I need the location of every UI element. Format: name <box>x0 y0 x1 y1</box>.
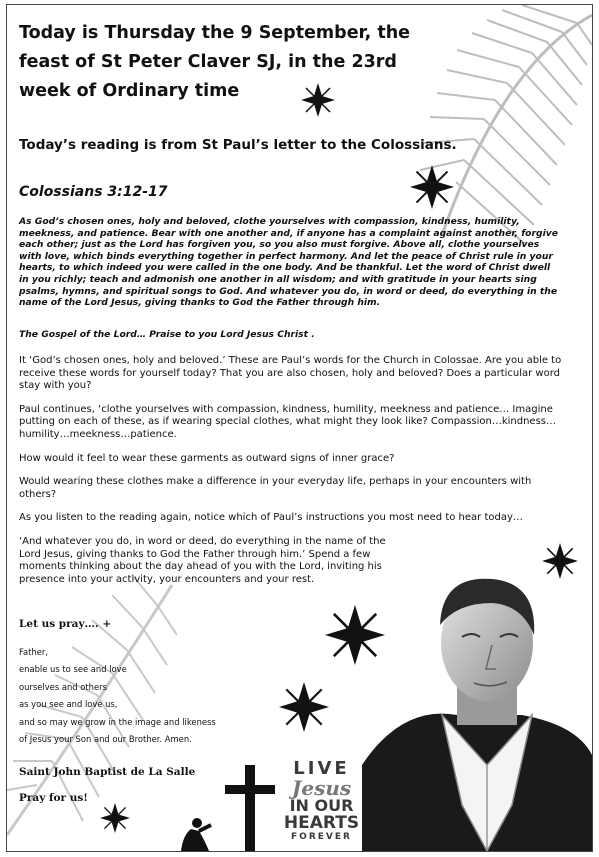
poster-line: FOREVER <box>291 832 352 842</box>
poster-line: HEARTS <box>283 813 360 833</box>
reflection-paragraph: It ‘God’s chosen ones, holy and beloved.’ These are Paul’s words for the Church in Colossae. Are you able to receive these words for yourself today? That you are also chosen, holy and beloved? Does a particular word stay with you? <box>19 355 562 392</box>
nautical-star-icon <box>279 682 329 732</box>
prayer-line: and so may we grow in the image and likeness <box>19 716 216 727</box>
prayer-heading: Let us pray…. + <box>19 618 112 630</box>
nautical-star-icon <box>325 605 385 665</box>
kneeling-figure-icon <box>169 817 219 851</box>
scripture-reading: As God’s chosen ones, holy and beloved, clothe yourselves with compassion, kindness, humility, meekness, and patience. Bear with one another and, if anyone has a complaint against another, forgive each other; just as the Lord has forgiven you, so you also must forgive. Above all, clothe yourselves with love, which binds everything together in perfect harmony. And let the peace of Christ rule in your hearts, to which indeed you were called in the one body. And be thankful. Let the word of Christ dwell in you richly; teach and admonish one another in all wisdom; and with gratitude in your hearts sing psalms, hymns, and spiritual songs to God. And whatever you do, in word or deed, do everything in the name of the Lord Jesus, giving thanks to God the Father through him. <box>19 216 558 309</box>
live-jesus-poster <box>279 760 364 850</box>
nautical-star-icon <box>410 165 454 209</box>
saint-name: Saint John Baptist de La Salle <box>19 766 196 778</box>
reading-intro: Today’s reading is from St Paul’s letter to the Colossians. <box>19 137 457 153</box>
gospel-acclamation: The Gospel of the Lord… Praise to you Lord Jesus Christ . <box>19 329 315 340</box>
prayer-line: of Jesus your Son and our Brother. Amen. <box>19 734 192 745</box>
saint-invocation <box>19 759 195 811</box>
page-title: Today is Thursday the 9 September, the feast of St Peter Claver SJ, in the 23rd week of Ordinary time <box>19 23 411 101</box>
reflection-page <box>6 4 593 852</box>
saint-plea: Pray for us! <box>19 792 88 804</box>
reflection-paragraph: As you listen to the reading again, notice which of Paul’s instructions you most need to hear today… <box>19 512 523 524</box>
prayer-line: as you see and love us, <box>19 699 118 710</box>
cross-icon <box>225 765 275 851</box>
prayer-line: Father, <box>19 647 49 657</box>
saint-portrait-icon <box>362 565 592 851</box>
poster-line: Jesus <box>291 776 352 800</box>
prayer-line: ourselves and others <box>19 681 107 692</box>
poster-line: LIVE <box>293 758 350 779</box>
reflection-paragraph: Paul continues, ‘clothe yourselves with compassion, kindness, humility, meekness and patience… Imagine putting on each of these, as if wearing special clothes, what might they look like? Compassion…kindness… humility…meekness…patience. <box>19 403 557 440</box>
reflection <box>19 355 564 597</box>
reflection-paragraph: Would wearing these clothes make a difference in your everyday life, perhaps in your encounters with others? <box>19 476 532 500</box>
scripture-reference: Colossians 3:12-17 <box>19 184 168 200</box>
reflection-paragraph: ‘And whatever you do, in word or deed, do everything in the name of the Lord Jesus, giving thanks to God the Father through him.’ Spend a few moments thinking about the day ahead of you with the Lord, inviting his presence into your activity, your encounters and your rest. <box>19 535 386 585</box>
prayer-line: enable us to see and love <box>19 664 127 675</box>
prayer <box>19 644 216 748</box>
reflection-paragraph: How would it feel to wear these garments as outward signs of inner grace? <box>19 452 395 464</box>
poster-line: IN OUR <box>289 796 354 815</box>
